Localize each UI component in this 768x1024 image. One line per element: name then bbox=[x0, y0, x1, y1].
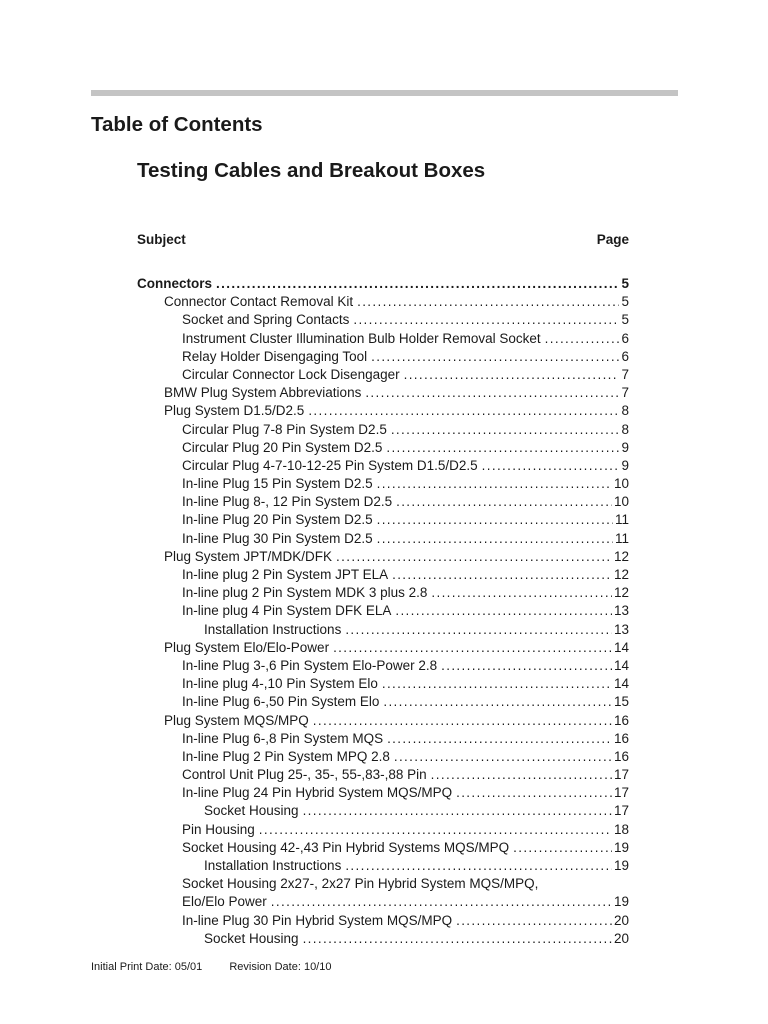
toc-entry-page: 20 bbox=[613, 912, 629, 928]
dot-leader bbox=[441, 657, 612, 675]
toc-entry[interactable] bbox=[137, 566, 629, 584]
toc-entry[interactable] bbox=[137, 857, 629, 875]
dot-leader bbox=[456, 784, 612, 802]
toc-entry-page: 17 bbox=[613, 785, 629, 801]
toc-entry-label: In-line plug 4 Pin System DFK ELA bbox=[182, 603, 392, 619]
toc-entry-label: In-line Plug 6-,8 Pin System MQS bbox=[182, 730, 384, 746]
dot-leader bbox=[303, 802, 612, 820]
toc-entry-page: 7 bbox=[621, 385, 629, 401]
toc-entry-page: 19 bbox=[613, 839, 629, 855]
toc-entry[interactable] bbox=[137, 275, 629, 293]
toc-entry[interactable] bbox=[137, 366, 629, 384]
dot-leader bbox=[456, 912, 612, 930]
page-footer bbox=[91, 961, 331, 973]
toc-entry-label: Socket Housing bbox=[204, 803, 299, 819]
toc-entry-label: Plug System JPT/MDK/DFK bbox=[164, 548, 333, 564]
toc-entry[interactable] bbox=[137, 402, 629, 420]
toc-entry[interactable] bbox=[137, 748, 629, 766]
toc-entry-label: Relay Holder Disengaging Tool bbox=[182, 348, 368, 364]
toc-entry-label: Installation Instructions bbox=[204, 858, 342, 873]
page-title: Table of Contents bbox=[91, 113, 263, 136]
dot-leader bbox=[545, 330, 620, 348]
toc-entry[interactable] bbox=[137, 348, 629, 366]
dot-leader bbox=[271, 893, 612, 911]
dot-leader bbox=[396, 493, 612, 511]
dot-leader bbox=[395, 602, 612, 620]
toc-entry-label: Plug System Elo/Elo-Power bbox=[164, 639, 330, 655]
toc-entry-label: In-line Plug 2 Pin System MPQ 2.8 bbox=[182, 748, 390, 764]
toc-entry[interactable] bbox=[137, 457, 629, 475]
toc-entry-label: Circular Plug 20 Pin System D2.5 bbox=[182, 439, 383, 455]
page-column-header: Page bbox=[596, 232, 629, 247]
toc-entry[interactable] bbox=[137, 675, 629, 693]
toc-entry[interactable] bbox=[137, 802, 629, 820]
initial-print-date: Initial Print Date: 05/01 bbox=[91, 961, 203, 973]
dot-leader bbox=[382, 675, 612, 693]
toc-entry-label: In-line Plug 24 Pin Hybrid System MQS/MPQ bbox=[182, 785, 453, 801]
toc-entry[interactable] bbox=[137, 475, 629, 493]
toc-entry[interactable] bbox=[137, 893, 629, 911]
dot-leader bbox=[345, 857, 612, 875]
toc-entry-page: 9 bbox=[621, 439, 629, 455]
dot-leader bbox=[371, 348, 619, 366]
toc-entry-page: 12 bbox=[613, 548, 629, 564]
toc-entry-label: Plug System D1.5/D2.5 bbox=[164, 403, 305, 419]
toc-entry-label: In-line Plug 30 Pin System D2.5 bbox=[182, 530, 373, 546]
toc-entry-page: 11 bbox=[614, 512, 629, 528]
toc-entry[interactable] bbox=[137, 839, 629, 857]
dot-leader bbox=[357, 293, 619, 311]
toc-entry[interactable] bbox=[137, 784, 629, 802]
dot-leader bbox=[313, 712, 612, 730]
toc-entry-label: Connectors bbox=[137, 276, 213, 291]
toc-entry[interactable] bbox=[137, 730, 629, 748]
dot-leader bbox=[513, 839, 612, 857]
dot-leader bbox=[404, 366, 620, 384]
dot-leader bbox=[431, 584, 612, 602]
toc-entry-page: 16 bbox=[613, 748, 629, 764]
toc-entry[interactable] bbox=[137, 912, 629, 930]
dot-leader bbox=[353, 311, 619, 329]
toc-entry-label: Connector Contact Removal Kit bbox=[164, 294, 354, 310]
toc-entry-label: Control Unit Plug 25-, 35-, 55-,83-,88 Pin bbox=[182, 767, 427, 783]
toc-entry[interactable] bbox=[137, 330, 629, 348]
dot-leader bbox=[394, 748, 612, 766]
toc-entry[interactable] bbox=[137, 548, 629, 566]
toc-entry-page: 17 bbox=[613, 803, 629, 819]
toc-entry-label: In-line plug 2 Pin System JPT ELA bbox=[182, 567, 389, 582]
toc-entry-label: In-line Plug 30 Pin Hybrid System MQS/MPQ bbox=[182, 912, 453, 928]
toc-entry[interactable] bbox=[137, 530, 629, 548]
toc-entry[interactable] bbox=[137, 421, 629, 439]
toc-entry-label: In-line Plug 15 Pin System D2.5 bbox=[182, 476, 373, 492]
toc-entry-label: In-line Plug 3-,6 Pin System Elo-Power 2.8 bbox=[182, 657, 438, 673]
toc-entry[interactable] bbox=[137, 439, 629, 457]
toc-entry[interactable] bbox=[137, 930, 629, 948]
toc-entry[interactable] bbox=[137, 875, 629, 893]
toc-entry-page: 5 bbox=[621, 312, 629, 328]
dot-leader bbox=[308, 402, 619, 420]
toc-entry[interactable] bbox=[137, 493, 629, 511]
dot-leader bbox=[386, 439, 619, 457]
toc-entry-page: 14 bbox=[613, 657, 629, 673]
toc-entry-page: 16 bbox=[613, 730, 629, 746]
toc-entry[interactable] bbox=[137, 657, 629, 675]
toc-entry[interactable] bbox=[137, 584, 629, 602]
toc-entry-label: In-line plug 4-,10 Pin System Elo bbox=[182, 676, 378, 692]
toc-entry[interactable] bbox=[137, 293, 629, 311]
dot-leader bbox=[392, 566, 612, 584]
toc-entry-label: In-line Plug 8-, 12 Pin System D2.5 bbox=[182, 494, 393, 510]
toc-entry-page: 9 bbox=[621, 457, 629, 473]
header-divider bbox=[91, 90, 678, 96]
dot-leader bbox=[377, 475, 612, 493]
toc-entry[interactable] bbox=[137, 712, 629, 730]
toc-entry-label: In-line Plug 6-,50 Pin System Elo bbox=[182, 694, 380, 710]
toc-entry-page: 13 bbox=[613, 603, 629, 619]
toc-entry[interactable] bbox=[137, 639, 629, 657]
dot-leader bbox=[336, 548, 612, 566]
toc-entry-label: In-line plug 2 Pin System MDK 3 plus 2.8 bbox=[182, 585, 428, 601]
toc-entry-page: 17 bbox=[613, 767, 629, 783]
dot-leader bbox=[482, 457, 620, 475]
toc-entry-page: 15 bbox=[613, 694, 629, 710]
toc-entry[interactable] bbox=[137, 821, 629, 839]
toc-entry-label: Socket Housing bbox=[204, 930, 299, 946]
toc-entry-page: 5 bbox=[621, 276, 629, 291]
dot-leader bbox=[391, 421, 620, 439]
dot-leader bbox=[377, 530, 613, 548]
toc-entry-label: Socket Housing 2x27-, 2x27 Pin Hybrid System MQS/MPQ, bbox=[182, 876, 539, 892]
toc-entry-page: 6 bbox=[621, 330, 629, 346]
toc-entry-label: Plug System MQS/MPQ bbox=[164, 712, 309, 728]
toc-entry-page: 13 bbox=[613, 621, 629, 637]
toc-entry-page: 18 bbox=[613, 821, 629, 837]
revision-date: Revision Date: 10/10 bbox=[229, 961, 332, 973]
toc-entry-page: 5 bbox=[621, 294, 629, 310]
toc-entry[interactable] bbox=[137, 511, 629, 529]
toc-entry-page: 16 bbox=[613, 712, 629, 728]
toc-entry-page: 8 bbox=[621, 421, 629, 437]
toc-entry-label: Circular Connector Lock Disengager bbox=[182, 366, 400, 382]
toc-entry[interactable] bbox=[137, 602, 629, 620]
toc-entry-page: 12 bbox=[613, 585, 629, 601]
subject-column-header: Subject bbox=[137, 232, 186, 247]
toc-entry-page: 19 bbox=[613, 858, 629, 873]
toc-entry-label: In-line Plug 20 Pin System D2.5 bbox=[182, 512, 373, 528]
toc-entry-page: 8 bbox=[621, 403, 629, 419]
toc-entry-page: 10 bbox=[613, 494, 629, 510]
dot-leader bbox=[216, 275, 619, 293]
table-of-contents bbox=[137, 275, 629, 948]
dot-leader bbox=[259, 821, 612, 839]
dot-leader bbox=[377, 511, 613, 529]
toc-entry-page: 10 bbox=[613, 476, 629, 492]
dot-leader bbox=[365, 384, 619, 402]
dot-leader bbox=[387, 730, 612, 748]
toc-entry-label: BMW Plug System Abbreviations bbox=[164, 385, 362, 401]
toc-entry-page: 6 bbox=[621, 348, 629, 364]
toc-entry-label: Installation Instructions bbox=[204, 621, 342, 637]
toc-entry-label: Circular Plug 7-8 Pin System D2.5 bbox=[182, 421, 387, 437]
dot-leader bbox=[333, 639, 612, 657]
toc-entry[interactable] bbox=[137, 311, 629, 329]
toc-entry-page: 19 bbox=[613, 894, 629, 910]
toc-entry-page: 14 bbox=[613, 639, 629, 655]
toc-entry[interactable] bbox=[137, 766, 629, 784]
toc-entry-label: Elo/Elo Power bbox=[182, 894, 267, 910]
toc-entry-label: Pin Housing bbox=[182, 821, 255, 837]
toc-entry-label: Socket and Spring Contacts bbox=[182, 312, 350, 328]
dot-leader bbox=[303, 930, 612, 948]
toc-entry-label: Socket Housing 42-,43 Pin Hybrid Systems MQS/MPQ bbox=[182, 839, 510, 855]
toc-entry[interactable] bbox=[137, 621, 629, 639]
toc-entry[interactable] bbox=[137, 693, 629, 711]
dot-leader bbox=[345, 621, 612, 639]
toc-entry-page: 14 bbox=[613, 676, 629, 692]
toc-entry-page: 7 bbox=[621, 366, 629, 382]
toc-entry-label: Instrument Cluster Illumination Bulb Holder Removal Socket bbox=[182, 330, 541, 346]
toc-entry-page: 11 bbox=[614, 530, 629, 546]
dot-leader bbox=[431, 766, 612, 784]
toc-entry-page: 20 bbox=[613, 930, 629, 946]
document-subtitle: Testing Cables and Breakout Boxes bbox=[137, 159, 486, 182]
toc-entry-page: 12 bbox=[613, 567, 629, 582]
toc-entry-label: Circular Plug 4-7-10-12-25 Pin System D1.5/D2.5 bbox=[182, 457, 478, 473]
toc-entry[interactable] bbox=[137, 384, 629, 402]
dot-leader bbox=[383, 693, 612, 711]
